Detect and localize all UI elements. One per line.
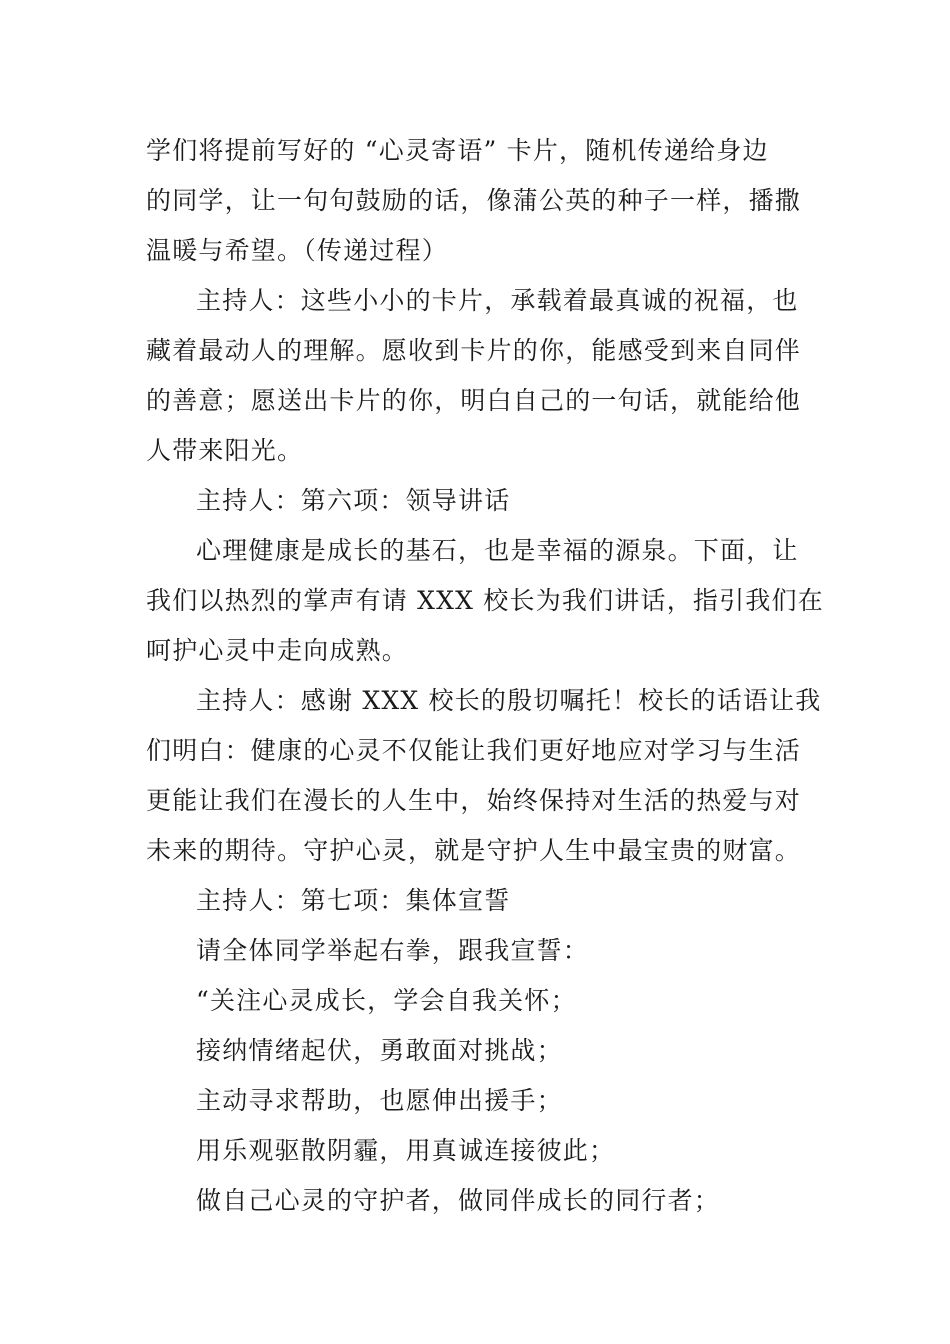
text-line: 呵护心灵中走向成熟。 [146, 636, 409, 665]
text-line: 的善意；愿送出卡片的你，明白自己的一句话，就能给他 [146, 386, 802, 415]
text-line: 们明白：健康的心灵不仅能让我们更好地应对学习与生活 [146, 736, 802, 765]
text-line: 学们将提前写好的 “心灵寄语” 卡片，随机传递给身边 [146, 136, 769, 165]
section-heading: 主持人：第六项：领导讲话 [196, 486, 511, 515]
oath-line: 用乐观驱散阴霾，用真诚连接彼此； [196, 1136, 616, 1165]
text-line: 心理健康是成长的基石，也是幸福的源泉。下面，让 [196, 536, 799, 565]
text-line: 更能让我们在漫长的人生中，始终保持对生活的热爱与对 [146, 786, 802, 815]
text-line: 藏着最动人的理解。愿收到卡片的你，能感受到来自同伴 [146, 336, 802, 365]
text-line: 的同学，让一句句鼓励的话，像蒲公英的种子一样，播撒 [146, 186, 802, 215]
oath-line: 接纳情绪起伏，勇敢面对挑战； [196, 1036, 563, 1065]
oath-line: 主动寻求帮助，也愿伸出援手； [196, 1086, 563, 1115]
text-line: 请全体同学举起右拳，跟我宣誓： [196, 936, 590, 965]
text-line: 我们以热烈的掌声有请 XXX 校长为我们讲话，指引我们在 [146, 586, 824, 615]
text-line: 未来的期待。守护心灵，就是守护人生中最宝贵的财富。 [146, 836, 802, 865]
oath-line: “关注心灵成长，学会自我关怀； [196, 986, 577, 1015]
oath-line: 做自己心灵的守护者，做同伴成长的同行者； [196, 1186, 721, 1215]
text-line: 人带来阳光。 [146, 436, 304, 465]
section-heading: 主持人：第七项：集体宣誓 [196, 886, 511, 915]
text-line: 主持人：感谢 XXX 校长的殷切嘱托！校长的话语让我 [196, 686, 822, 715]
text-line: 主持人：这些小小的卡片，承载着最真诚的祝福，也 [196, 286, 799, 315]
text-line: 温暖与希望。（传递过程） [146, 236, 448, 265]
